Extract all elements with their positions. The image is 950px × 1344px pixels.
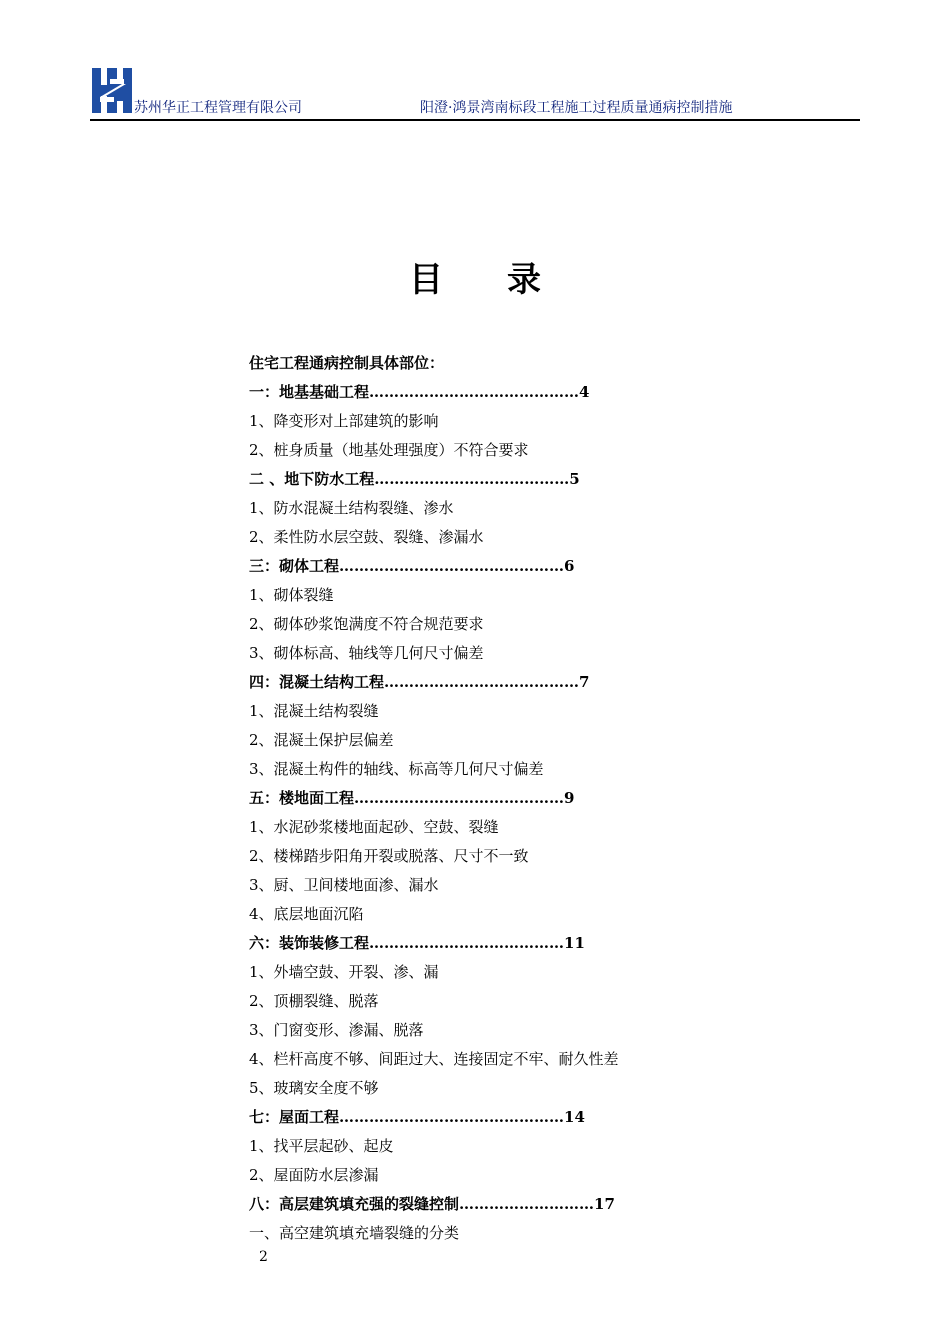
page-header	[90, 66, 860, 122]
toc-leader-dots: ………………………………………	[339, 1108, 565, 1126]
toc-leader-dots: …………………………………	[374, 470, 570, 488]
toc-page-number: 11	[564, 934, 585, 952]
toc-heading: 住宅工程通病控制具体部位：	[249, 354, 445, 372]
toc-item: 一、高空建筑填充墙裂缝的分类	[249, 1224, 460, 1242]
toc-item: 2、桩身质量（地基处理强度）不符合要求	[249, 441, 529, 459]
toc-section-label: 八：高层建筑填充强的裂缝控制	[249, 1195, 460, 1213]
toc-item: 2、楼梯踏步阳角开裂或脱落、尺寸不一致	[249, 847, 529, 865]
toc-item: 2、屋面防水层渗漏	[249, 1166, 379, 1184]
toc-item: 1、找平层起砂、起皮	[249, 1137, 394, 1155]
toc-item: 1、混凝土结构裂缝	[249, 702, 379, 720]
toc-leader-dots: ………………………………………	[339, 557, 565, 575]
toc-page-number: 4	[579, 383, 590, 401]
toc-section-entry[interactable]	[249, 552, 769, 581]
toc-page-number: 6	[564, 557, 575, 575]
toc-item: 1、砌体裂缝	[249, 586, 334, 604]
toc-section-entry[interactable]	[249, 668, 769, 697]
toc-item: 3、厨、卫间楼地面渗、漏水	[249, 876, 439, 894]
toc-section-label: 一：地基基础工程	[249, 383, 370, 401]
company-name: 苏州华正工程管理有限公司	[134, 100, 302, 116]
toc-item: 5、玻璃安全度不够	[249, 1079, 379, 1097]
table-of-contents	[249, 349, 769, 1248]
toc-item: 2、顶棚裂缝、脱落	[249, 992, 379, 1010]
page-number: 2	[259, 1249, 268, 1265]
toc-page-number: 9	[564, 789, 575, 807]
toc-leader-dots: …………………………………	[369, 934, 565, 952]
toc-section-entry[interactable]	[249, 784, 769, 813]
toc-section-label: 六：装饰装修工程	[249, 934, 370, 952]
toc-item: 3、门窗变形、渗漏、脱落	[249, 1021, 424, 1039]
toc-item: 2、混凝土保护层偏差	[249, 731, 394, 749]
toc-item: 1、防水混凝土结构裂缝、渗水	[249, 499, 454, 517]
toc-section-label: 五：楼地面工程	[249, 789, 355, 807]
toc-item: 2、柔性防水层空鼓、裂缝、渗漏水	[249, 528, 484, 546]
toc-page-number: 5	[569, 470, 580, 488]
toc-section-entry[interactable]	[249, 378, 769, 407]
toc-item: 3、混凝土构件的轴线、标高等几何尺寸偏差	[249, 760, 544, 778]
toc-page-number: 17	[594, 1195, 615, 1213]
toc-section-label: 七：屋面工程	[249, 1108, 340, 1126]
toc-section-entry[interactable]	[249, 465, 769, 494]
toc-page-number: 14	[564, 1108, 585, 1126]
header-divider	[90, 119, 860, 121]
toc-section-label: 二 、地下防水工程	[249, 470, 375, 488]
toc-leader-dots: ………………………	[459, 1195, 595, 1213]
toc-item: 4、底层地面沉陷	[249, 905, 364, 923]
toc-leader-dots: ……………………………………	[354, 789, 565, 807]
document-title: 目录	[409, 260, 605, 300]
toc-item: 2、砌体砂浆饱满度不符合规范要求	[249, 615, 484, 633]
toc-section-entry[interactable]	[249, 1103, 769, 1132]
toc-item: 1、外墙空鼓、开裂、渗、漏	[249, 963, 439, 981]
toc-leader-dots: ……………………………………	[369, 383, 580, 401]
toc-item: 1、水泥砂浆楼地面起砂、空鼓、裂缝	[249, 818, 499, 836]
toc-item: 4、栏杆高度不够、间距过大、连接固定不牢、耐久性差	[249, 1050, 619, 1068]
toc-section-label: 三：砌体工程	[249, 557, 340, 575]
toc-section-entry[interactable]	[249, 1190, 769, 1219]
toc-section-entry[interactable]	[249, 929, 769, 958]
toc-item: 3、砌体标高、轴线等几何尺寸偏差	[249, 644, 484, 662]
toc-page-number: 7	[579, 673, 590, 691]
toc-item: 1、降变形对上部建筑的影响	[249, 412, 439, 430]
company-logo	[92, 68, 132, 113]
project-name: 阳澄·鸿景湾南标段工程施工过程质量通病控制措施	[420, 100, 733, 116]
toc-leader-dots: …………………………………	[384, 673, 580, 691]
toc-section-label: 四：混凝土结构工程	[249, 673, 385, 691]
